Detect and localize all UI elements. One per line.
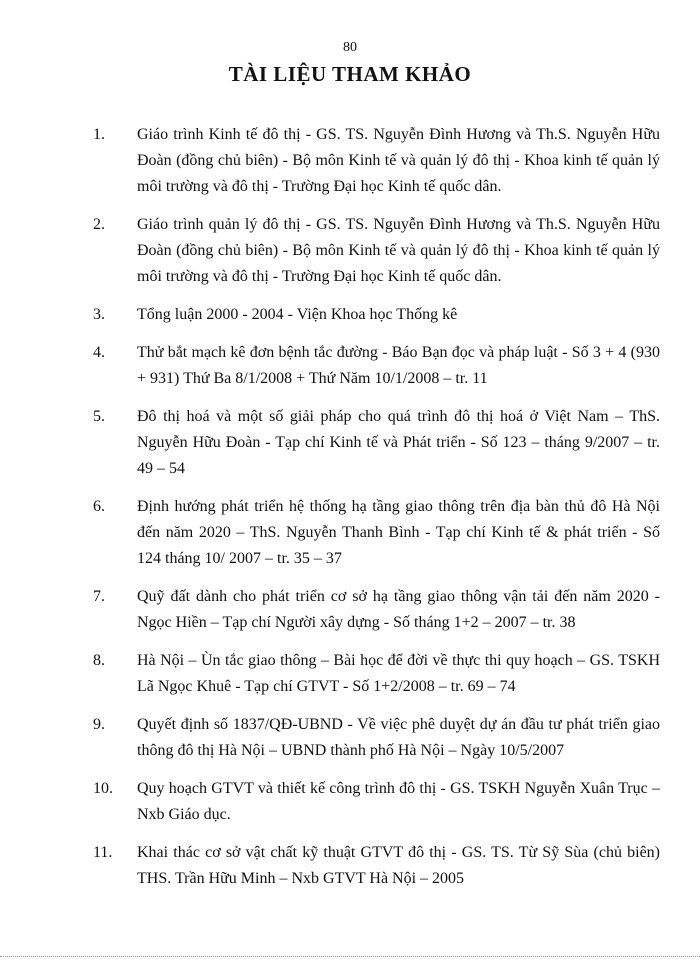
reference-item xyxy=(0,212,700,290)
reference-number: 2. xyxy=(93,216,105,233)
reference-number: 11. xyxy=(93,844,113,861)
page-title: TÀI LIỆU THAM KHẢO xyxy=(228,62,472,86)
reference-number: 6. xyxy=(93,498,105,515)
reference-item xyxy=(0,302,700,328)
reference-text: Tổng luận 2000 - 2004 - Viện Khoa học Thống kê xyxy=(137,306,458,323)
reference-text: Thử bắt mạch kê đơn bệnh tắc đường - Báo Bạn đọc và pháp luật - Số 3 + 4 (930 + 931) Thứ Ba 8/1/2008 + Thứ Năm 10/1/2008 – tr. 11 xyxy=(137,344,660,387)
reference-text: Giáo trình quản lý đô thị - GS. TS. Nguyễn Đình Hương và Th.S. Nguyễn Hữu Đoàn (đồng chủ biên) - Bộ môn Kinh tế và quản lý đô thị - Khoa kinh tế quản lý môi trường và đô thị - Trường Đại học Kinh tế quốc dân. xyxy=(137,216,660,285)
reference-item xyxy=(0,340,700,392)
reference-item xyxy=(0,584,700,636)
reference-number: 3. xyxy=(93,306,105,323)
reference-number: 10. xyxy=(93,780,113,797)
reference-text: Giáo trình Kinh tế đô thị - GS. TS. Nguyễn Đình Hương và Th.S. Nguyễn Hữu Đoàn (đồng chủ biên) - Bộ môn Kinh tế và quản lý đô thị - Khoa kinh tế quản lý môi trường và đô thị - Trường Đại học Kinh tế quốc dân. xyxy=(137,126,660,195)
reference-item xyxy=(0,648,700,700)
reference-number: 5. xyxy=(93,408,105,425)
reference-text: Định hướng phát triển hệ thống hạ tầng giao thông trên địa bàn thủ đô Hà Nội đến năm 2020 – ThS. Nguyễn Thanh Bình - Tạp chí Kinh tế & phát triển - Số 124 tháng 10/ 2007 – tr. 35 – 37 xyxy=(137,498,660,567)
reference-number: 7. xyxy=(93,588,105,605)
reference-number: 4. xyxy=(93,344,105,361)
reference-text: Đô thị hoá và một số giải pháp cho quá trình đô thị hoá ở Việt Nam – ThS. Nguyễn Hữu Đoàn - Tạp chí Kinh tế và Phát triển - Số 123 – tháng 9/2007 – tr. 49 – 54 xyxy=(137,408,660,477)
reference-list xyxy=(0,122,700,892)
reference-item xyxy=(0,404,700,482)
reference-text: Quy hoạch GTVT và thiết kế công trình đô thị - GS. TSKH Nguyễn Xuân Trục – Nxb Giáo dục. xyxy=(137,780,660,823)
reference-item xyxy=(0,840,700,892)
reference-item xyxy=(0,494,700,572)
reference-item xyxy=(0,712,700,764)
reference-text: Hà Nội – Ùn tắc giao thông – Bài học để đời về thực thi quy hoạch – GS. TSKH Lã Ngọc Khuê - Tạp chí GTVT - Số 1+2/2008 – tr. 69 – 74 xyxy=(137,652,660,695)
reference-number: 1. xyxy=(93,126,105,143)
page-bottom-border xyxy=(0,956,700,957)
reference-text: Quỹ đất dành cho phát triển cơ sở hạ tầng giao thông vận tải đến năm 2020 - Ngọc Hiền – Tạp chí Người xây dựng - Số tháng 1+2 – 2007 – tr. 38 xyxy=(137,588,660,631)
reference-item xyxy=(0,776,700,828)
reference-text: Khai thác cơ sở vật chất kỹ thuật GTVT đô thị - GS. TS. Từ Sỹ Sùa (chủ biên) THS. Trần Hữu Minh – Nxb GTVT Hà Nội – 2005 xyxy=(137,844,660,887)
reference-number: 8. xyxy=(93,652,105,669)
reference-text: Quyết định số 1837/QĐ-UBND - Về việc phê duyệt dự án đầu tư phát triển giao thông đô thị Hà Nội – UBND thành phố Hà Nội – Ngày 10/5/2007 xyxy=(137,716,660,759)
reference-number: 9. xyxy=(93,716,105,733)
reference-item xyxy=(0,122,700,200)
page-number: 80 xyxy=(343,40,357,55)
